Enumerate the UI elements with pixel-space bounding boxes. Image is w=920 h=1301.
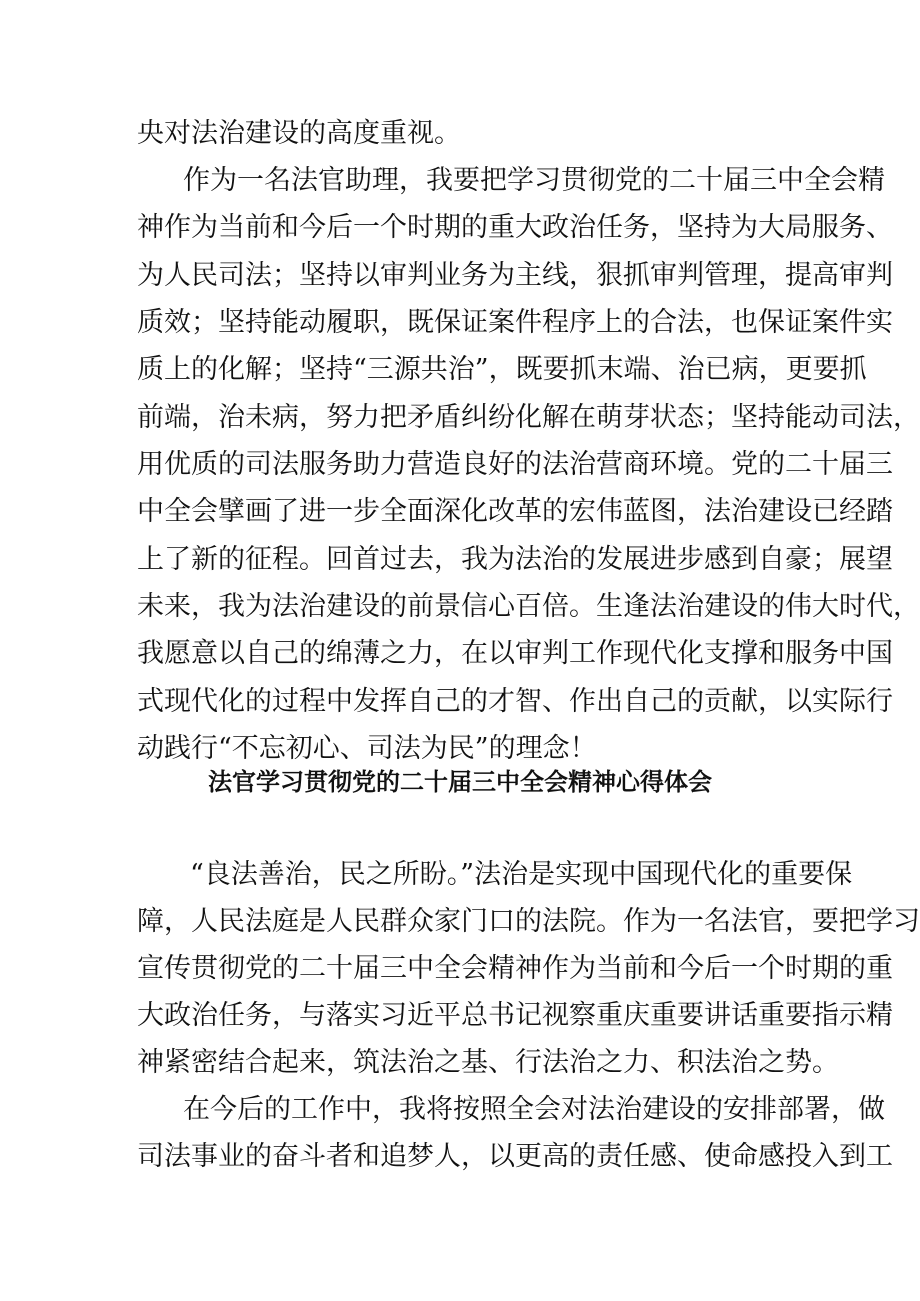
paragraph-line: 式现代化的过程中发挥自己的才智、作出自己的贡献，以实际行 <box>137 686 893 717</box>
paragraph-line: 大政治任务，与落实习近平总书记视察重庆重要讲话重要指示精 <box>137 1000 893 1031</box>
paragraph-line: 中全会擘画了进一步全面深化改革的宏伟蓝图，法治建设已经踏 <box>137 496 893 527</box>
paragraph-line: 上了新的征程。回首过去，我为法治的发展进步感到自豪；展望 <box>137 544 893 575</box>
paragraph-line: 质上的化解；坚持“三源共治”，既要抓末端、治已病，更要抓 <box>137 354 867 385</box>
section-heading: 法官学习贯彻党的二十届三中全会精神心得体会 <box>208 768 712 796</box>
paragraph-line: 在今后的工作中，我将按照全会对法治建设的安排部署，做 <box>183 1094 885 1125</box>
paragraph-line: 我愿意以自己的绵薄之力，在以审判工作现代化支撑和服务中国 <box>137 638 893 669</box>
paragraph-line: 司法事业的奋斗者和追梦人，以更高的责任感、使命感投入到工 <box>137 1141 893 1172</box>
paragraph-line: 前端，治未病，努力把矛盾纠纷化解在萌芽状态；坚持能动司法， <box>137 402 920 433</box>
paragraph-line: 神紧密结合起来，筑法治之基、行法治之力、积法治之势。 <box>137 1047 839 1078</box>
paragraph-line: 宣传贯彻党的二十届三中全会精神作为当前和今后一个时期的重 <box>137 953 893 984</box>
paragraph-line: “良法善治，民之所盼。”法治是实现中国现代化的重要保 <box>190 859 853 890</box>
paragraph-line: 神作为当前和今后一个时期的重大政治任务，坚持为大局服务、 <box>137 212 893 243</box>
paragraph-line: 质效；坚持能动履职，既保证案件程序上的合法，也保证案件实 <box>137 307 893 338</box>
paragraph-line: 作为一名法官助理，我要把学习贯彻党的二十届三中全会精 <box>183 165 885 196</box>
paragraph-line: 障，人民法庭是人民群众家门口的法院。作为一名法官，要把学习 <box>137 906 920 937</box>
paragraph-line: 未来，我为法治建设的前景信心百倍。生逢法治建设的伟大时代， <box>137 591 920 622</box>
paragraph-line: 为人民司法；坚持以审判业务为主线，狠抓审判管理，提高审判 <box>137 260 893 291</box>
paragraph-line: 动践行“不忘初心、司法为民”的理念！ <box>137 733 597 764</box>
paragraph-line: 用优质的司法服务助力营造良好的法治营商环境。党的二十届三 <box>137 449 893 480</box>
paragraph-line: 央对法治建设的高度重视。 <box>137 118 461 149</box>
